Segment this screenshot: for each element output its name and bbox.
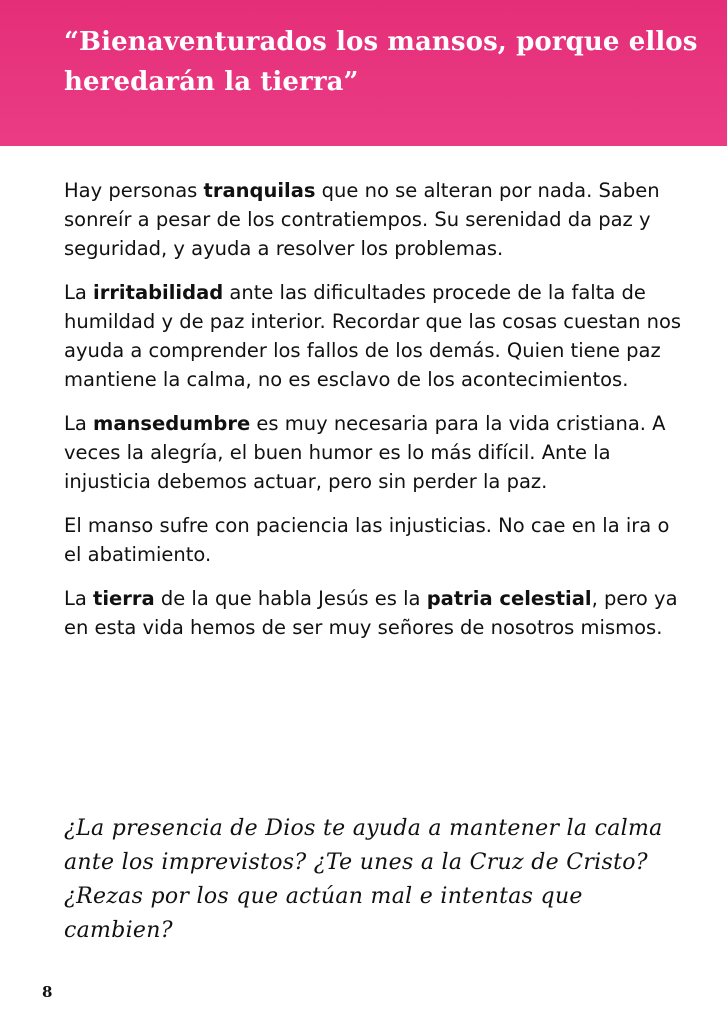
main-text	[64, 176, 684, 657]
paragraph-text: ante las dificultades procede de la falta de humildad y de paz interior. Recordar que las cosas cuestan nos ayuda a comprender los fallos de los demás. Quien tiene paz mantiene la calma, no es esclavo de los acontecimientos.	[64, 281, 682, 391]
bold-term: tierra	[93, 587, 155, 610]
paragraph-text: es muy necesaria para la vida cristiana. A veces la alegría, el buen humor es lo más difícil. Ante la injusticia debemos actuar, pero sin perder la paz.	[64, 412, 666, 493]
paragraph-text: Hay personas	[64, 179, 204, 202]
page-number: 8	[42, 983, 53, 1001]
reflection-question: ¿La presencia de Dios te ayuda a mantener la calma ante los imprevistos? ¿Te unes a la Cruz de Cristo? ¿Rezas por los que actúan mal e intentas que cambien?	[64, 816, 663, 943]
paragraph-mansedumbre	[64, 409, 684, 496]
paragraph-irritabilidad	[64, 278, 684, 394]
paragraph-text: que no se alteran por nada. Saben sonreír a pesar de los contratiempos. Su serenidad da paz y seguridad, y ayuda a resolver los problemas.	[64, 179, 660, 260]
title-banner	[0, 0, 727, 146]
bold-term: patria celestial	[426, 587, 592, 610]
paragraph-text: , pero ya en esta vida hemos de ser muy señores de nosotros mismos.	[64, 587, 678, 639]
page-title: “Bienaventurados los mansos, porque ellos heredarán la tierra”	[64, 27, 698, 97]
paragraph-text: La	[64, 281, 94, 304]
bold-term: tranquilas	[203, 179, 316, 202]
paragraph-manso: El manso sufre con paciencia las injusticias. No cae en la ira o el abatimiento.	[64, 514, 670, 566]
paragraph-tierra	[64, 584, 684, 642]
paragraph-text: La	[64, 587, 94, 610]
paragraph-text: de la que habla Jesús es la	[154, 587, 427, 610]
paragraph-tranquilas	[64, 176, 684, 263]
bold-term: mansedumbre	[93, 412, 251, 435]
paragraph-text: La	[64, 412, 94, 435]
bold-term: irritabilidad	[93, 281, 224, 304]
